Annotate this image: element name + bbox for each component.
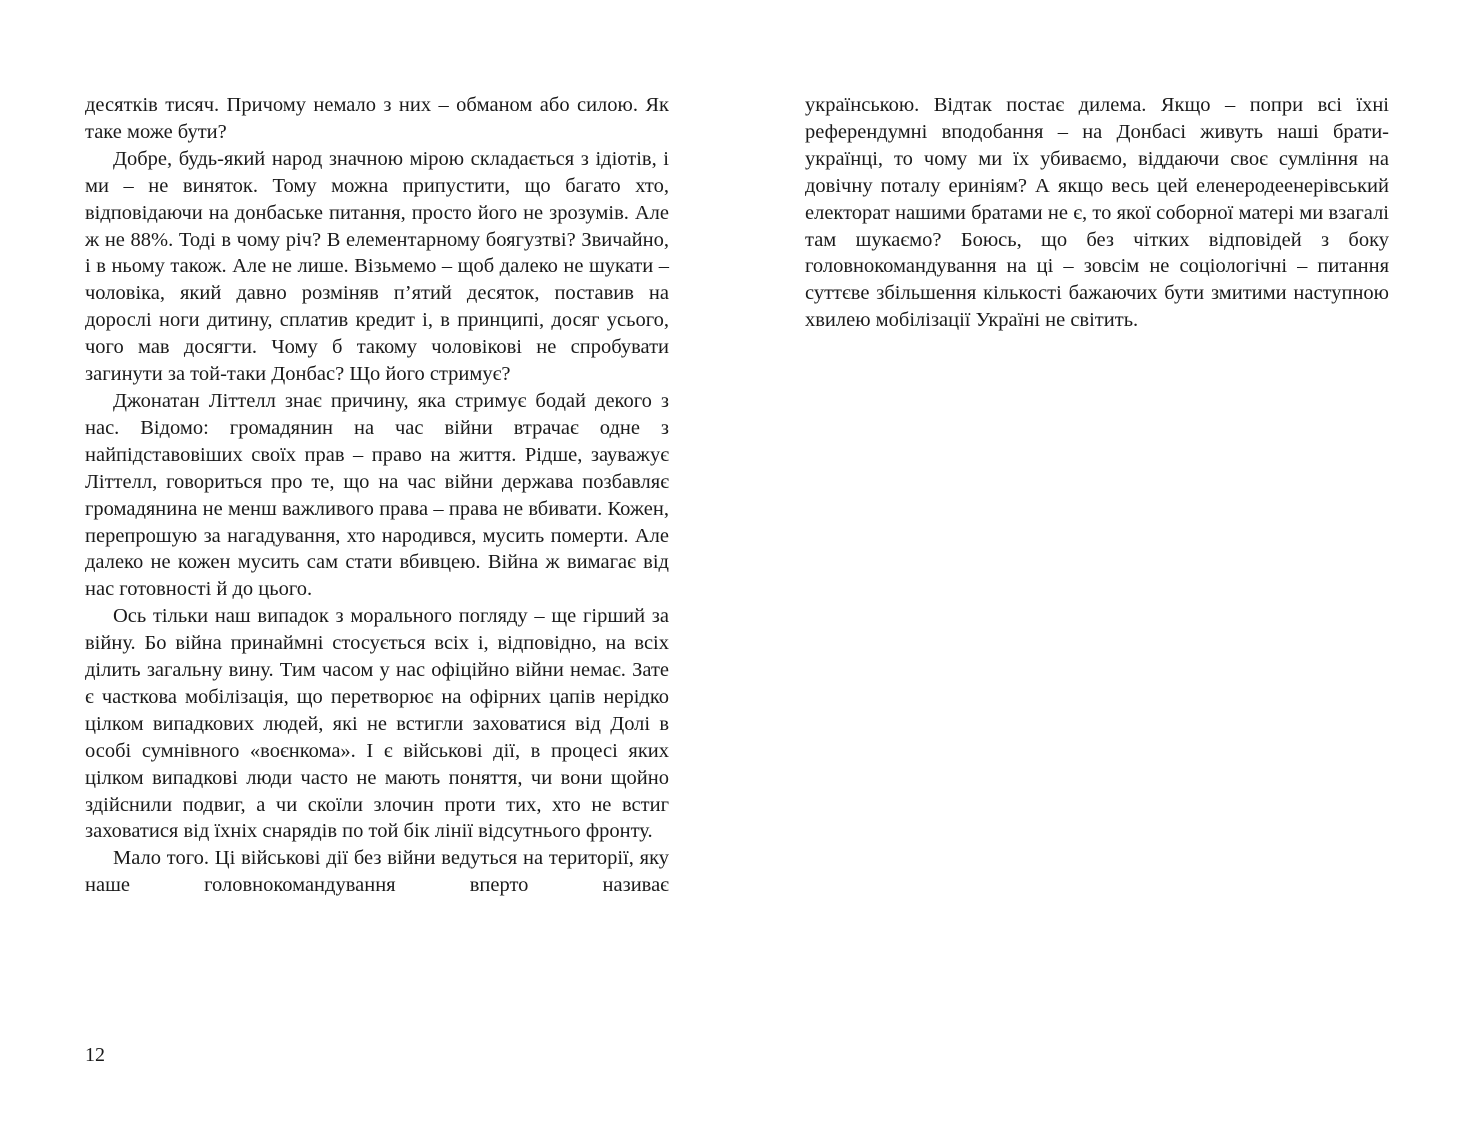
paragraph: Ось тільки наш випадок з морального погляду – ще гірший за війну. Бо війна принаймні стосується всіх і, відповідно, на всіх ділить загальну вину. Тим часом у нас офіційно війни немає. Зате є часткова мобілізація, що перетворює на офірних цапів нерідко цілком випадкових людей, які не встигли заховатися від Долі в особі сумнівного «воєнкома». І є військові дії, в процесі яких цілком випадкові люди часто не мають поняття, чи вони щойно здійснили подвиг, а чи скоїли злочин проти тих, хто не встиг заховатися від їхніх снарядів по той бік лінії відсутнього фронту. [85,605,669,843]
page-number: 12 [85,1044,105,1066]
right-page-text [805,92,1389,334]
paragraph: десятків тисяч. Причому немало з них – обманом або силою. Як таке може бути? [85,94,669,143]
left-page-text [85,92,669,899]
paragraph: українською. Відтак постає дилема. Якщо – попри всі їхні референдумні вподобання – на Донбасі живуть наші брати-українці, то чому ми їх убиваємо, віддаючи своє сумління на довічну поталу ериніям? А якщо весь цей еленеродеенерівський електорат нашими братами не є, то якої соборної матері ми взагалі там шукаємо? Боюсь, що без чітких відповідей з боку головнокомандування на ці – зовсім не соціологічні – питання суттєве збільшення кількості бажаючих бути змитими наступною хвилею мобілізації Україні не світить. [805,94,1389,332]
paragraph: Джонатан Літтелл знає причину, яка стримує бодай декого з нас. Відомо: громадянин на час війни втрачає одне з найпідставовіших своїх прав – право на життя. Рідше, зауважує Літтелл, говориться про те, що на час війни держава позбавляє громадянина не менш важливого права – права не вбивати. Кожен, перепрошую за нагадування, хто народився, мусить померти. Але далеко не кожен мусить сам стати вбивцею. Війна ж вимагає від нас готовності й до цього. [85,389,669,601]
paragraph: Добре, будь-який народ значною мірою складається з ідіотів, і ми – не виняток. Тому можна припустити, що багато хто, відповідаючи на донбаське питання, просто його не зрозумів. Але ж не 88%. Тоді в чому річ? В елементарному боягузтві? Звичайно, і в ньому також. Але не лише. Візьмемо – щоб далеко не шукати – чоловіка, який давно розміняв п’ятий десяток, поставив на дорослі ноги дитину, сплатив кредит і, в принципі, досяг усього, чого мав досягти. Чому б такому чоловікові не спробувати загинути за той-таки Донбас? Що його стримує? [85,147,669,386]
paragraph: Мало того. Ці військові дії без війни ведуться на території, яку наше головнокомандування вперто називає [85,847,669,897]
